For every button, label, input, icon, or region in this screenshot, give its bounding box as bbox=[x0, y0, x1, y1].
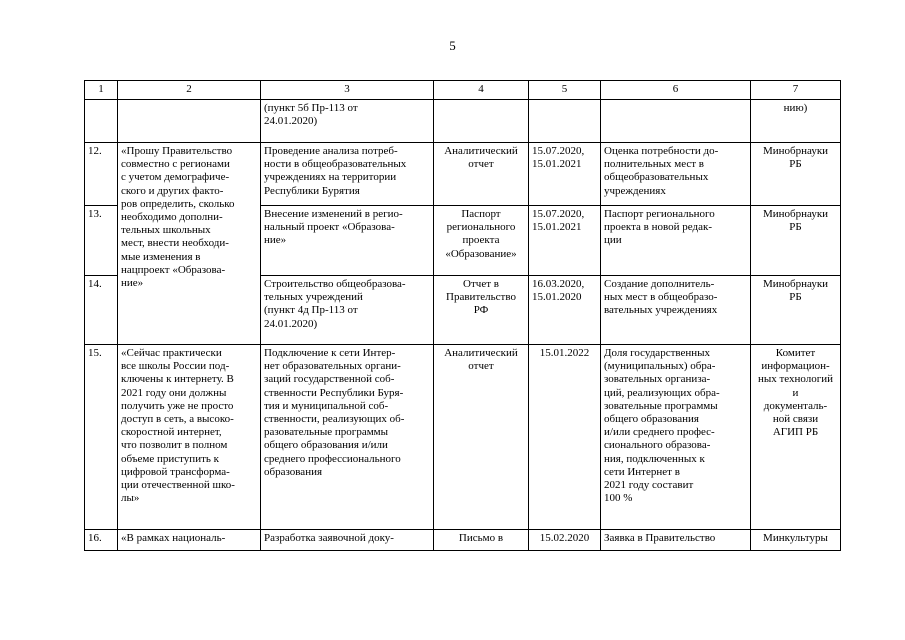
responsible-cell: Минобрнауки РБ bbox=[751, 206, 841, 276]
header-cell: 1 bbox=[85, 81, 118, 100]
table-cell: нию) bbox=[751, 100, 841, 143]
header-cell: 4 bbox=[434, 81, 529, 100]
page-number: 5 bbox=[449, 38, 456, 53]
row-number: 13. bbox=[85, 206, 118, 276]
row-number: 12. bbox=[85, 143, 118, 206]
result-cell: Создание дополнитель- ных мест в общеобразо- вательных учреждениях bbox=[601, 276, 751, 345]
measure-cell: Внесение изменений в регио- нальный проект «Образова- ние» bbox=[261, 206, 434, 276]
date-cell: 15.07.2020, 15.01.2021 bbox=[529, 206, 601, 276]
table-cell: (пункт 5б Пр-113 от 24.01.2020) bbox=[261, 100, 434, 143]
date-cell: 15.01.2022 bbox=[529, 345, 601, 530]
header-cell: 3 bbox=[261, 81, 434, 100]
measure-cell: Подключение к сети Интер- нет образовательных органи- заций государственной соб- ственности Республики Буря- тия и муниципальной соб- ственности, реализующих об- разовательные программы общего образования и/или среднего профессионального образования bbox=[261, 345, 434, 530]
table-cell bbox=[434, 100, 529, 143]
quote-cell: «Прошу Правительство совместно с регионами с учетом демографиче- ского и других факто- ров определить, сколько необходимо дополни- тельных школьных мест, внести необходи- мые изменения в нацпроект «Образова- ние» bbox=[118, 143, 261, 345]
header-cell: 6 bbox=[601, 81, 751, 100]
document-cell: Отчет в Правительство РФ bbox=[434, 276, 529, 345]
date-cell: 16.03.2020, 15.01.2020 bbox=[529, 276, 601, 345]
table-row bbox=[85, 100, 841, 143]
responsible-cell: Минобрнауки РБ bbox=[751, 143, 841, 206]
table-row bbox=[85, 530, 841, 551]
document-cell: Аналитический отчет bbox=[434, 143, 529, 206]
table-cell bbox=[118, 100, 261, 143]
result-cell: Паспорт регионального проекта в новой редак- ции bbox=[601, 206, 751, 276]
document-cell: Паспорт регионального проекта «Образование» bbox=[434, 206, 529, 276]
result-cell: Заявка в Правительство bbox=[601, 530, 751, 551]
quote-cell: «Сейчас практически все школы России под- ключены к интернету. В 2021 году они должны получить уже не просто доступ в сеть, а высоко- скоростной интернет, что позволит в полном объеме приступить к цифровой трансформа- ции отечественной шко- лы» bbox=[118, 345, 261, 530]
table-row bbox=[85, 345, 841, 530]
responsible-cell: Минкультуры bbox=[751, 530, 841, 551]
quote-cell: «В рамках националь- bbox=[118, 530, 261, 551]
row-number: 15. bbox=[85, 345, 118, 530]
header-cell: 5 bbox=[529, 81, 601, 100]
result-cell: Оценка потребности до- полнительных мест в общеобразовательных учреждениях bbox=[601, 143, 751, 206]
measure-cell: Разработка заявочной доку- bbox=[261, 530, 434, 551]
document-cell: Письмо в bbox=[434, 530, 529, 551]
header-cell: 2 bbox=[118, 81, 261, 100]
date-cell: 15.02.2020 bbox=[529, 530, 601, 551]
row-number: 16. bbox=[85, 530, 118, 551]
result-cell: Доля государственных (муниципальных) обра- зовательных организа- ций, реализующих обра- зовательные программы общего образования и/или среднего профес- сионального образова- ния, подключенных к сети Интернет в 2021 году составит 100 % bbox=[601, 345, 751, 530]
document-cell: Аналитический отчет bbox=[434, 345, 529, 530]
table-cell bbox=[601, 100, 751, 143]
responsible-cell: Минобрнауки РБ bbox=[751, 276, 841, 345]
measure-cell: Строительство общеобразова- тельных учреждений (пункт 4д Пр-113 от 24.01.2020) bbox=[261, 276, 434, 345]
row-number: 14. bbox=[85, 276, 118, 345]
date-cell: 15.07.2020, 15.01.2021 bbox=[529, 143, 601, 206]
responsible-cell: Комитет информацион- ных технологий и документаль- ной связи АГИП РБ bbox=[751, 345, 841, 530]
table-row bbox=[85, 143, 841, 206]
plan-table bbox=[84, 80, 841, 551]
header-cell: 7 bbox=[751, 81, 841, 100]
table-cell bbox=[529, 100, 601, 143]
table-cell bbox=[85, 100, 118, 143]
table-header-row bbox=[85, 81, 841, 100]
measure-cell: Проведение анализа потреб- ности в общеобразовательных учреждениях на территории Республики Бурятия bbox=[261, 143, 434, 206]
